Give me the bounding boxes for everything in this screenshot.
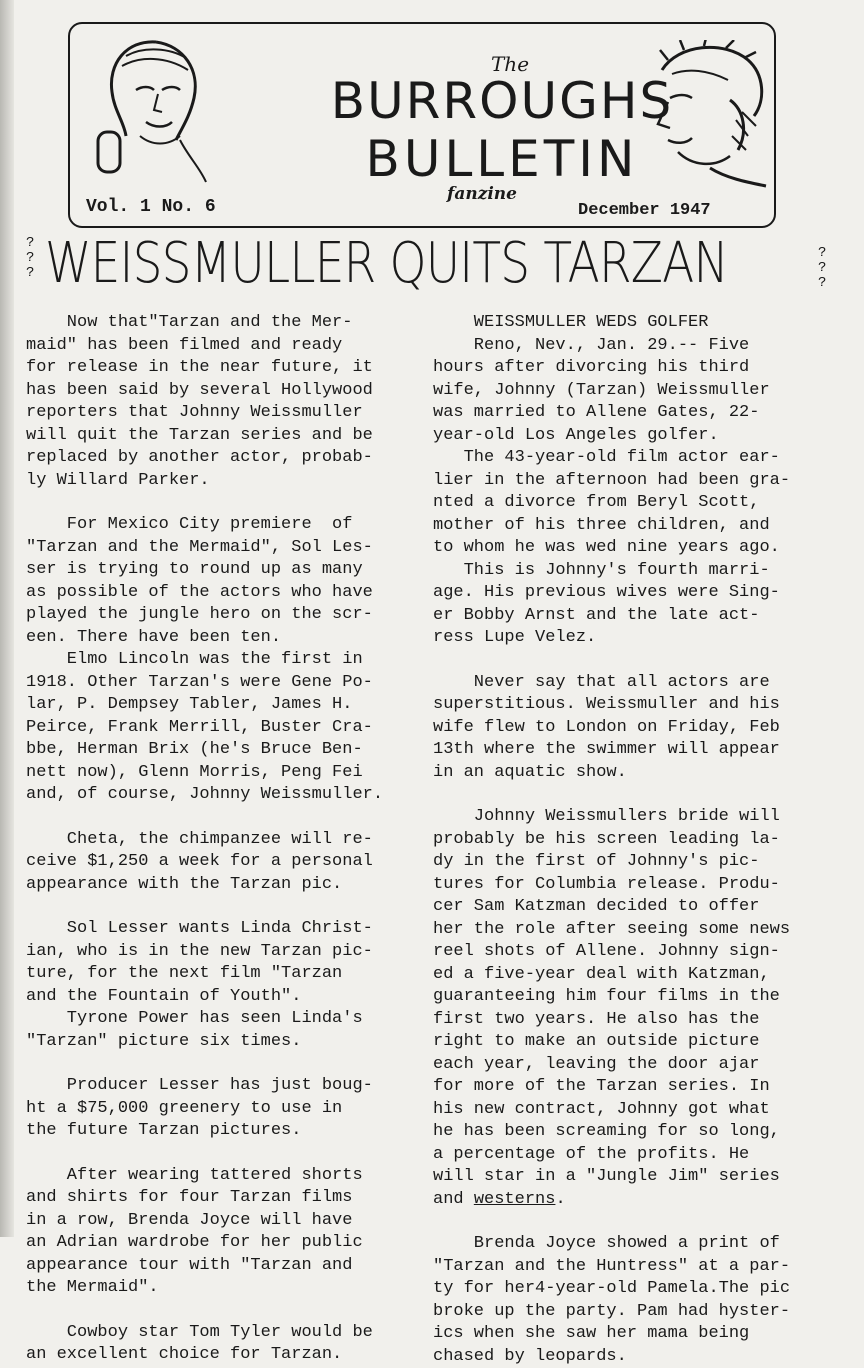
article-line: een. There have been ten. [26,627,418,650]
article-line [433,1189,833,1212]
article-line: as possible of the actors who have [26,582,418,605]
article-line: "Tarzan and the Mermaid", Sol Les- [26,537,418,560]
article-line: 1918. Other Tarzan's were Gene Po- [26,672,418,695]
article-line: age. His previous wives were Sing- [433,582,833,605]
article-line: After wearing tattered shorts [26,1165,418,1188]
article-line: first two years. He also has the [433,1009,833,1032]
article-paragraph [26,1322,418,1367]
article-line: hours after divorcing his third [433,357,833,380]
article-line: nted a divorce from Beryl Scott, [433,492,833,515]
article-line: nett now), Glenn Morris, Peng Fei [26,762,418,785]
article-line: The 43-year-old film actor ear- [433,447,833,470]
article-line: for release in the near future, it [26,357,418,380]
article-line: "Tarzan" picture six times. [26,1031,418,1054]
article-line: and shirts for four Tarzan films [26,1187,418,1210]
question-marks-right: ? ? ? [818,246,826,291]
article-line: in an aquatic show. [433,762,833,785]
article-line: year-old Los Angeles golfer. [433,425,833,448]
article-line: mother of his three children, and [433,515,833,538]
article-line: the Mermaid". [26,1277,418,1300]
article-line: ceive $1,250 a week for a personal [26,851,418,874]
woman-portrait-illustration [96,36,208,186]
article-line: tures for Columbia release. Produ- [433,874,833,897]
left-column [26,312,418,1367]
article-line: wife, Johnny (Tarzan) Weissmuller [433,380,833,403]
article-paragraph [26,1075,418,1143]
article-line: cer Sam Katzman decided to offer [433,896,833,919]
article-line: Cheta, the chimpanzee will re- [26,829,418,852]
text-fragment: . [555,1190,565,1209]
article-line: he has been screaming for so long, [433,1121,833,1144]
article-line: For Mexico City premiere of [26,514,418,537]
article-line: Peirce, Frank Merrill, Buster Cra- [26,717,418,740]
article-paragraph [26,312,418,492]
masthead-title-burroughs: BURROUGHS [292,74,712,128]
article-line: superstitious. Weissmuller and his [433,694,833,717]
article-line: ics when she saw her mama being [433,1323,833,1346]
article-line: his new contract, Johnny got what [433,1099,833,1122]
article-line: replaced by another actor, probab- [26,447,418,470]
article-line: 13th where the swimmer will appear [433,739,833,762]
article-paragraph [26,918,418,1053]
article-line: each year, leaving the door ajar [433,1054,833,1077]
page-binding-edge [0,0,14,1237]
article-paragraph [26,514,418,807]
article-screen-leading-lady [433,806,833,1189]
article-line: for more of the Tarzan series. In [433,1076,833,1099]
article-line: ian, who is in the new Tarzan pic- [26,941,418,964]
text-fragment: and [433,1190,474,1209]
article-line: an excellent choice for Tarzan. [26,1344,418,1367]
article-line: has been said by several Hollywood [26,380,418,403]
article-line: appearance with the Tarzan pic. [26,874,418,897]
masthead-the: The [470,52,550,76]
article-line: ht a $75,000 greenery to use in [26,1098,418,1121]
issue-date: December 1947 [578,201,711,220]
article-line: broke up the party. Pam had hyster- [433,1301,833,1324]
article-line: dy in the first of Johnny's pic- [433,851,833,874]
article-line: "Tarzan and the Huntress" at a par- [433,1256,833,1279]
article-tarzan-huntress [433,1233,833,1368]
article-line: This is Johnny's fourth marri- [433,560,833,583]
underlined-westerns: westerns [474,1190,556,1209]
article-heading-weds-golfer: WEISSMULLER WEDS GOLFER [433,312,833,335]
question-marks-left: ? ? ? [26,236,34,281]
article-line: er Bobby Arnst and the late act- [433,605,833,628]
article-line: Cowboy star Tom Tyler would be [26,1322,418,1345]
article-line: in a row, Brenda Joyce will have [26,1210,418,1233]
article-line: Producer Lesser has just boug- [26,1075,418,1098]
right-column [433,312,833,1368]
article-weds-golfer [433,335,833,650]
article-line: Johnny Weissmullers bride will [433,806,833,829]
volume-number: Vol. 1 No. 6 [86,197,216,217]
article-line: lier in the afternoon had been gra- [433,470,833,493]
article-paragraph [26,1165,418,1300]
article-line: reel shots of Allene. Johnny sign- [433,941,833,964]
article-line: will quit the Tarzan series and be [26,425,418,448]
article-line: reporters that Johnny Weissmuller [26,402,418,425]
article-superstitious [433,672,833,785]
article-line: guaranteeing him four films in the [433,986,833,1009]
article-line: Brenda Joyce showed a print of [433,1233,833,1256]
article-paragraph [26,829,418,897]
article-line: was married to Allene Gates, 22- [433,402,833,425]
article-line: ress Lupe Velez. [433,627,833,650]
article-line: right to make an outside picture [433,1031,833,1054]
article-line: Reno, Nev., Jan. 29.-- Five [433,335,833,358]
article-line: ty for her4-year-old Pamela.The pic [433,1278,833,1301]
article-line: Elmo Lincoln was the first in [26,649,418,672]
article-line: Tyrone Power has seen Linda's [26,1008,418,1031]
article-line: appearance tour with "Tarzan and [26,1255,418,1278]
article-line: played the jungle hero on the scr- [26,604,418,627]
article-line: lar, P. Dempsey Tabler, James H. [26,694,418,717]
headline: WEISSMULLER QUITS TARZAN [45,232,700,296]
article-line: Never say that all actors are [433,672,833,695]
article-line: the future Tarzan pictures. [26,1120,418,1143]
masthead-title-bulletin: BULLETIN [292,132,712,186]
article-line: to whom he was wed nine years ago. [433,537,833,560]
article-line: and the Fountain of Youth". [26,986,418,1009]
article-line: ed a five-year deal with Katzman, [433,964,833,987]
article-line: a percentage of the profits. He [433,1144,833,1167]
article-line: ture, for the next film "Tarzan [26,963,418,986]
article-line: and, of course, Johnny Weissmuller. [26,784,418,807]
article-line: chased by leopards. [433,1346,833,1368]
masthead-fanzine: fanzine [422,184,542,204]
article-line: Now that"Tarzan and the Mer- [26,312,418,335]
article-line: bbe, Herman Brix (he's Bruce Ben- [26,739,418,762]
article-line: wife flew to London on Friday, Feb [433,717,833,740]
article-line: her the role after seeing some news [433,919,833,942]
article-line: probably be his screen leading la- [433,829,833,852]
article-line: ser is trying to round up as many [26,559,418,582]
article-line: maid" has been filmed and ready [26,335,418,358]
article-line: an Adrian wardrobe for her public [26,1232,418,1255]
article-line: Sol Lesser wants Linda Christ- [26,918,418,941]
article-line: ly Willard Parker. [26,470,418,493]
article-line: will star in a "Jungle Jim" series [433,1166,833,1189]
